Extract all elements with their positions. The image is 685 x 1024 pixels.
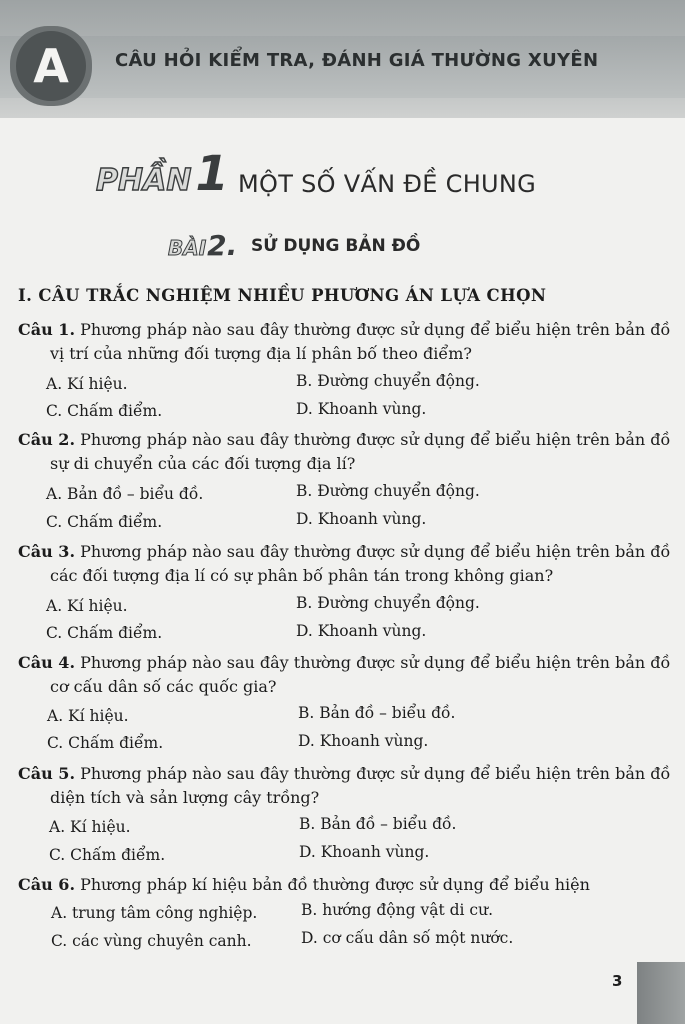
- question-5-option-a[interactable]: A. Kí hiệu.: [49, 818, 131, 836]
- lesson-title: SỬ DỤNG BẢN ĐỒ: [251, 236, 421, 256]
- question-2-option-b[interactable]: B. Đường chuyển động.: [296, 482, 480, 500]
- lesson-label-text: BÀI: [168, 236, 207, 260]
- question-4-option-a[interactable]: A. Kí hiệu.: [47, 707, 129, 725]
- page-number: 3: [612, 972, 623, 990]
- question-4-option-d[interactable]: D. Khoanh vùng.: [298, 732, 429, 750]
- question-4-stem: [18, 651, 671, 699]
- question-4-option-b[interactable]: B. Bản đồ – biểu đồ.: [298, 704, 456, 722]
- question-3-option-b[interactable]: B. Đường chuyển động.: [296, 594, 480, 612]
- question-label: Câu 5.: [18, 764, 76, 783]
- question-5-option-b[interactable]: B. Bản đồ – biểu đồ.: [299, 815, 457, 833]
- question-2-option-d[interactable]: D. Khoanh vùng.: [296, 510, 427, 528]
- question-label: Câu 4.: [18, 653, 76, 672]
- question-text-line1: Phương pháp nào sau đây thường được sử dụng để biểu hiện trên bản đồ: [80, 764, 671, 783]
- question-text-line1: Phương pháp kí hiệu bản đồ thường được sử dụng để biểu hiện: [80, 875, 590, 894]
- question-5-stem: [18, 762, 671, 810]
- question-text-line2: vị trí của những đối tượng địa lí phân bố theo điểm?: [50, 344, 472, 363]
- question-2-option-c[interactable]: C. Chấm điểm.: [46, 513, 163, 531]
- page-number-tab: [637, 962, 685, 1024]
- question-6-stem: [18, 873, 648, 897]
- question-4-option-c[interactable]: C. Chấm điểm.: [47, 734, 164, 752]
- question-label: Câu 3.: [18, 542, 76, 561]
- question-5-option-c[interactable]: C. Chấm điểm.: [49, 846, 166, 864]
- question-6-option-c[interactable]: C. các vùng chuyên canh.: [51, 932, 252, 950]
- question-text-line2: các đối tượng địa lí có sự phân bố phân tán trong không gian?: [50, 566, 554, 585]
- question-text-line1: Phương pháp nào sau đây thường được sử dụng để biểu hiện trên bản đồ: [80, 653, 671, 672]
- part-number: 1: [195, 146, 229, 202]
- question-1-option-c[interactable]: C. Chấm điểm.: [46, 402, 163, 420]
- question-text-line2: diện tích và sản lượng cây trồng?: [50, 788, 320, 807]
- question-1-option-b[interactable]: B. Đường chuyển động.: [296, 372, 480, 390]
- question-2-stem: [18, 428, 671, 476]
- question-3-option-d[interactable]: D. Khoanh vùng.: [296, 622, 427, 640]
- question-section-heading: I. CÂU TRẮC NGHIỆM NHIỀU PHƯƠNG ÁN LỰA CHỌN: [18, 286, 547, 305]
- question-6-option-a[interactable]: A. trung tâm công nghiệp.: [51, 904, 258, 922]
- section-heading: CÂU HỎI KIỂM TRA, ĐÁNH GIÁ THƯỜNG XUYÊN: [115, 50, 599, 71]
- question-text-line1: Phương pháp nào sau đây thường được sử dụng để biểu hiện trên bản đồ: [80, 320, 671, 339]
- question-5-option-d[interactable]: D. Khoanh vùng.: [299, 843, 430, 861]
- question-6-option-b[interactable]: B. hướng động vật di cư.: [301, 901, 494, 919]
- section-badge-letter: A: [16, 31, 86, 101]
- question-1-option-a[interactable]: A. Kí hiệu.: [46, 375, 128, 393]
- question-1-option-d[interactable]: D. Khoanh vùng.: [296, 400, 427, 418]
- lesson-number: 2.: [207, 229, 238, 262]
- question-3-option-a[interactable]: A. Kí hiệu.: [46, 597, 128, 615]
- question-label: Câu 1.: [18, 320, 76, 339]
- question-label: Câu 6.: [18, 875, 76, 894]
- question-text-line1: Phương pháp nào sau đây thường được sử dụng để biểu hiện trên bản đồ: [80, 430, 671, 449]
- question-label: Câu 2.: [18, 430, 76, 449]
- part-label-text: PHẦN: [96, 163, 192, 198]
- question-3-stem: [18, 540, 671, 588]
- question-text-line1: Phương pháp nào sau đây thường được sử dụng để biểu hiện trên bản đồ: [80, 542, 671, 561]
- question-text-line2: sự di chuyển của các đối tượng địa lí?: [50, 454, 356, 473]
- question-6-option-d[interactable]: D. cơ cấu dân số một nước.: [301, 929, 514, 947]
- question-1-stem: [18, 318, 671, 366]
- question-text-line2: cơ cấu dân số các quốc gia?: [50, 677, 277, 696]
- question-2-option-a[interactable]: A. Bản đồ – biểu đồ.: [46, 485, 204, 503]
- part-title: MỘT SỐ VẤN ĐỀ CHUNG: [238, 170, 537, 198]
- question-3-option-c[interactable]: C. Chấm điểm.: [46, 624, 163, 642]
